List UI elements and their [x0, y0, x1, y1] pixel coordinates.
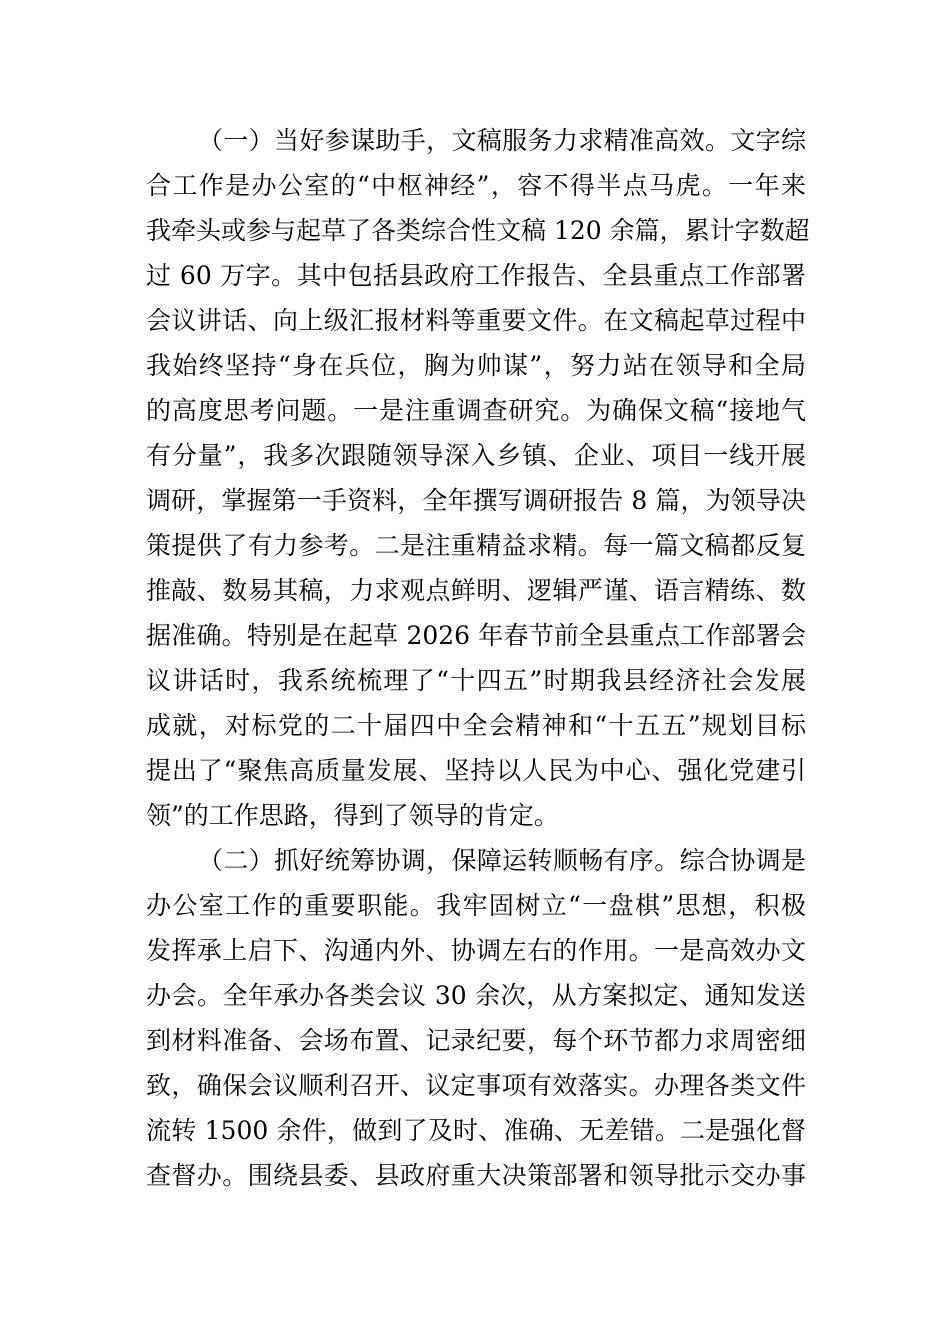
text-line: 调研，掌握第一手资料，全年撰写调研报告 8 篇，为领导决	[146, 486, 806, 515]
text-line: 查督办。围绕县委、县政府重大决策部署和领导批示交办事	[146, 1161, 806, 1190]
text-line: （一）当好参谋助手，文稿服务力求精准高效。文字综	[198, 126, 806, 155]
text-line: 据准确。特别是在起草 2026 年春节前全县重点工作部署会	[146, 621, 806, 650]
text-line: 致，确保会议顺利召开、议定事项有效落实。办理各类文件	[146, 1071, 806, 1100]
text-line: 提出了“聚焦高质量发展、坚持以人民为中心、强化党建引	[146, 756, 806, 785]
text-line: 办会。全年承办各类会议 30 余次，从方案拟定、通知发送	[146, 981, 806, 1010]
text-line: 领”的工作思路，得到了领导的肯定。	[146, 801, 559, 830]
document-body	[146, 118, 810, 1198]
text-line: 我始终坚持“身在兵位，胸为帅谋”，努力站在领导和全局	[146, 351, 806, 380]
text-line: 的高度思考问题。一是注重调查研究。为确保文稿“接地气	[146, 396, 806, 425]
text-line: 成就，对标党的二十届四中全会精神和“十五五”规划目标	[146, 711, 806, 740]
text-line: 发挥承上启下、沟通内外、协调左右的作用。一是高效办文	[146, 936, 806, 965]
text-line: 策提供了有力参考。二是注重精益求精。每一篇文稿都反复	[146, 531, 806, 560]
text-line: （二）抓好统筹协调，保障运转顺畅有序。综合协调是	[198, 846, 806, 875]
text-line: 推敲、数易其稿，力求观点鲜明、逻辑严谨、语言精练、数	[146, 576, 806, 605]
text-line: 办公室工作的重要职能。我牢固树立“一盘棋”思想，积极	[146, 891, 806, 920]
text-line: 流转 1500 余件，做到了及时、准确、无差错。二是强化督	[146, 1116, 806, 1145]
paragraph-1	[146, 118, 810, 838]
paragraph-2	[146, 838, 806, 1198]
text-line: 有分量”，我多次跟随领导深入乡镇、企业、项目一线开展	[146, 441, 806, 470]
text-line: 过 60 万字。其中包括县政府工作报告、全县重点工作部署	[146, 261, 806, 290]
text-line: 议讲话时，我系统梳理了“十四五”时期我县经济社会发展	[146, 666, 806, 695]
text-line: 会议讲话、向上级汇报材料等重要文件。在文稿起草过程中	[146, 306, 806, 335]
text-line: 到材料准备、会场布置、记录纪要，每个环节都力求周密细	[146, 1026, 806, 1055]
text-line: 我牵头或参与起草了各类综合性文稿 120 余篇，累计字数超	[146, 216, 810, 245]
text-line: 合工作是办公室的“中枢神经”，容不得半点马虎。一年来	[146, 171, 806, 200]
